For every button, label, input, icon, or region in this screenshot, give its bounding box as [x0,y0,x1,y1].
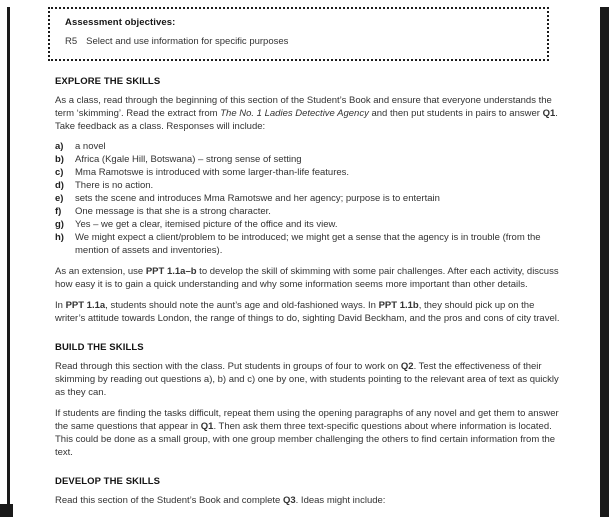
item-marker: g) [55,219,64,230]
list-item [55,166,565,179]
item-text: There is no action. [75,180,154,191]
list-item [55,192,565,205]
item-marker: a) [55,141,64,152]
list-item [55,231,565,257]
section-heading-build: BUILD THE SKILLS [55,342,144,353]
item-text: Mma Ramotswe is introduced with some larger-than-life features. [75,167,350,178]
objective-code: R5 [65,36,78,47]
assessment-objectives-box [48,7,549,61]
document-page [0,7,609,517]
item-marker: h) [55,232,64,243]
item-text: sets the scene and introduces Mma Ramotswe and her agency; purpose is to entertain [75,193,440,204]
item-marker: d) [55,180,64,191]
section-heading-develop: DEVELOP THE SKILLS [55,476,161,487]
item-text: Yes – we get a clear, itemised picture of the office and its view. [75,219,338,230]
objective-text: Select and use information for specific purposes [86,36,289,47]
item-text: One message is that she is a strong character. [75,206,271,217]
item-text: Africa (Kgale Hill, Botswana) – strong sense of setting [75,154,302,165]
item-marker: c) [55,167,64,178]
explore-extension-paragraph: As an extension, use PPT 1.1a–b to develop the skill of skimming with some pair challenges. After each activity, discuss how easy it is to gain a quick understanding and why some information seems more important than other details. [55,266,559,290]
item-marker: f) [55,206,62,217]
assessment-objective-row [65,36,532,48]
develop-paragraph-1: Read this section of the Student’s Book and complete Q3. Ideas might include: [55,495,386,506]
item-marker: b) [55,154,64,165]
assessment-objectives-title: Assessment objectives: [65,17,176,28]
item-marker: e) [55,193,64,204]
list-item [55,153,565,166]
section-heading-explore: EXPLORE THE SKILLS [55,76,161,87]
item-text: a novel [75,141,106,152]
list-item [55,218,565,231]
explore-intro-paragraph: As a class, read through the beginning of this section of the Student’s Book and ensure that everyone understands the term ‘skimming’. Read the extract from The No. 1 Ladies Detective Agency and then put students in pairs to answer Q1. Take feedback as a class. Responses will include: [55,95,558,132]
build-paragraph-2: If students are finding the tasks difficult, repeat them using the opening paragraphs of any novel and get them to answer the same questions that appear in Q1. Then ask them three text-specific questions about where information is located. This could be done as a small group, with one group member challenging the others to find certain information from the text. [55,408,559,458]
page-edge-artifact-left [7,7,10,517]
list-item [55,205,565,218]
lesson-content [55,75,565,507]
answer-list [55,140,565,257]
build-paragraph-1: Read through this section with the class. Put students in groups of four to work on Q2. Test the effectiveness of their skimming by reading out questions a), b) and c) one by one, with students pointing to the relevant area of text as quickly as they can. [55,361,559,398]
item-text: We might expect a client/problem to be introduced; we might get a sense that the agency is in trouble (from the mention of assets and inventories). [75,232,541,256]
page-corner-artifact [0,504,13,517]
list-item [55,140,565,153]
page-edge-artifact-right [600,7,609,517]
explore-ppt-paragraph: In PPT 1.1a, students should note the aunt’s age and old-fashioned ways. In PPT 1.1b, they should pick up on the writer’s attitude towards London, the range of things to do, sighting David Beckham, and the pros and cons of city travel. [55,300,560,324]
list-item [55,179,565,192]
